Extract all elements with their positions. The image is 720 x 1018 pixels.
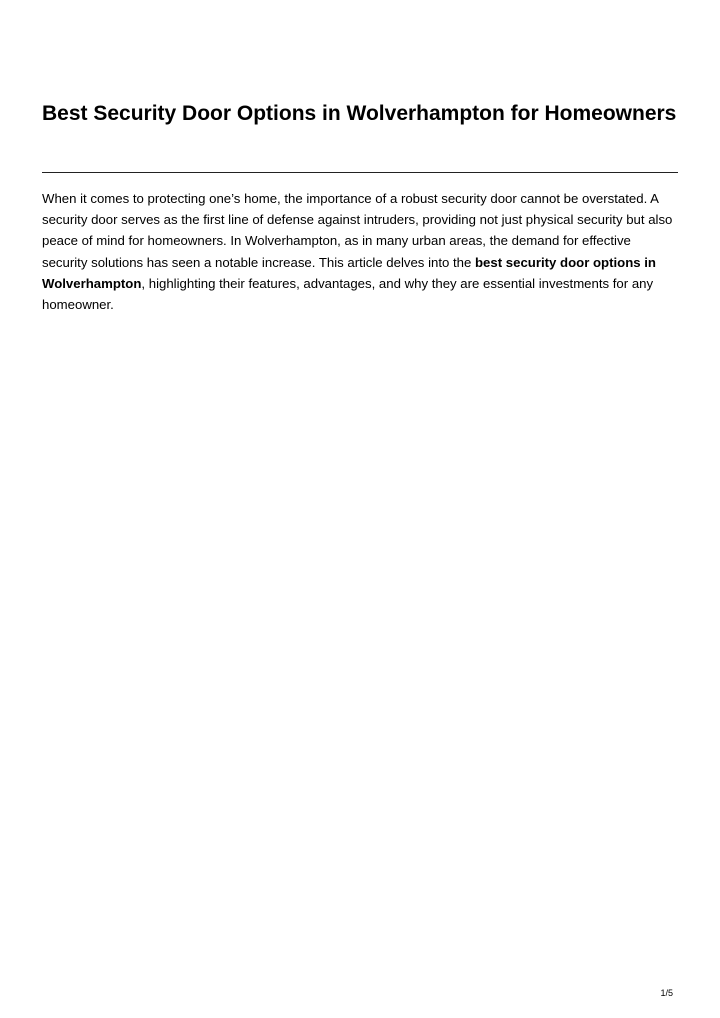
page-title: Best Security Door Options in Wolverhampton for Homeowners: [42, 102, 677, 125]
intro-text-end: , highlighting their features, advantages, and why they are essential investments for any homeowner.: [42, 275, 654, 313]
page-number: 1/5: [660, 988, 673, 998]
intro-text-start: When it comes to protecting one’s home, the importance of a robust security door cannot be overstated. A security door serves as the first line of defense against intruders, providing not just physical security but also peace of mind for homeowners. In Wolverhampton, as in many urban areas, the demand for effective security solutions has seen a notable increase. This article delves into the: [42, 191, 673, 270]
intro-bold-phrase: best security door options in Wolverhampton: [42, 254, 656, 291]
intro-paragraph: [42, 188, 678, 315]
title-divider: [42, 172, 678, 173]
